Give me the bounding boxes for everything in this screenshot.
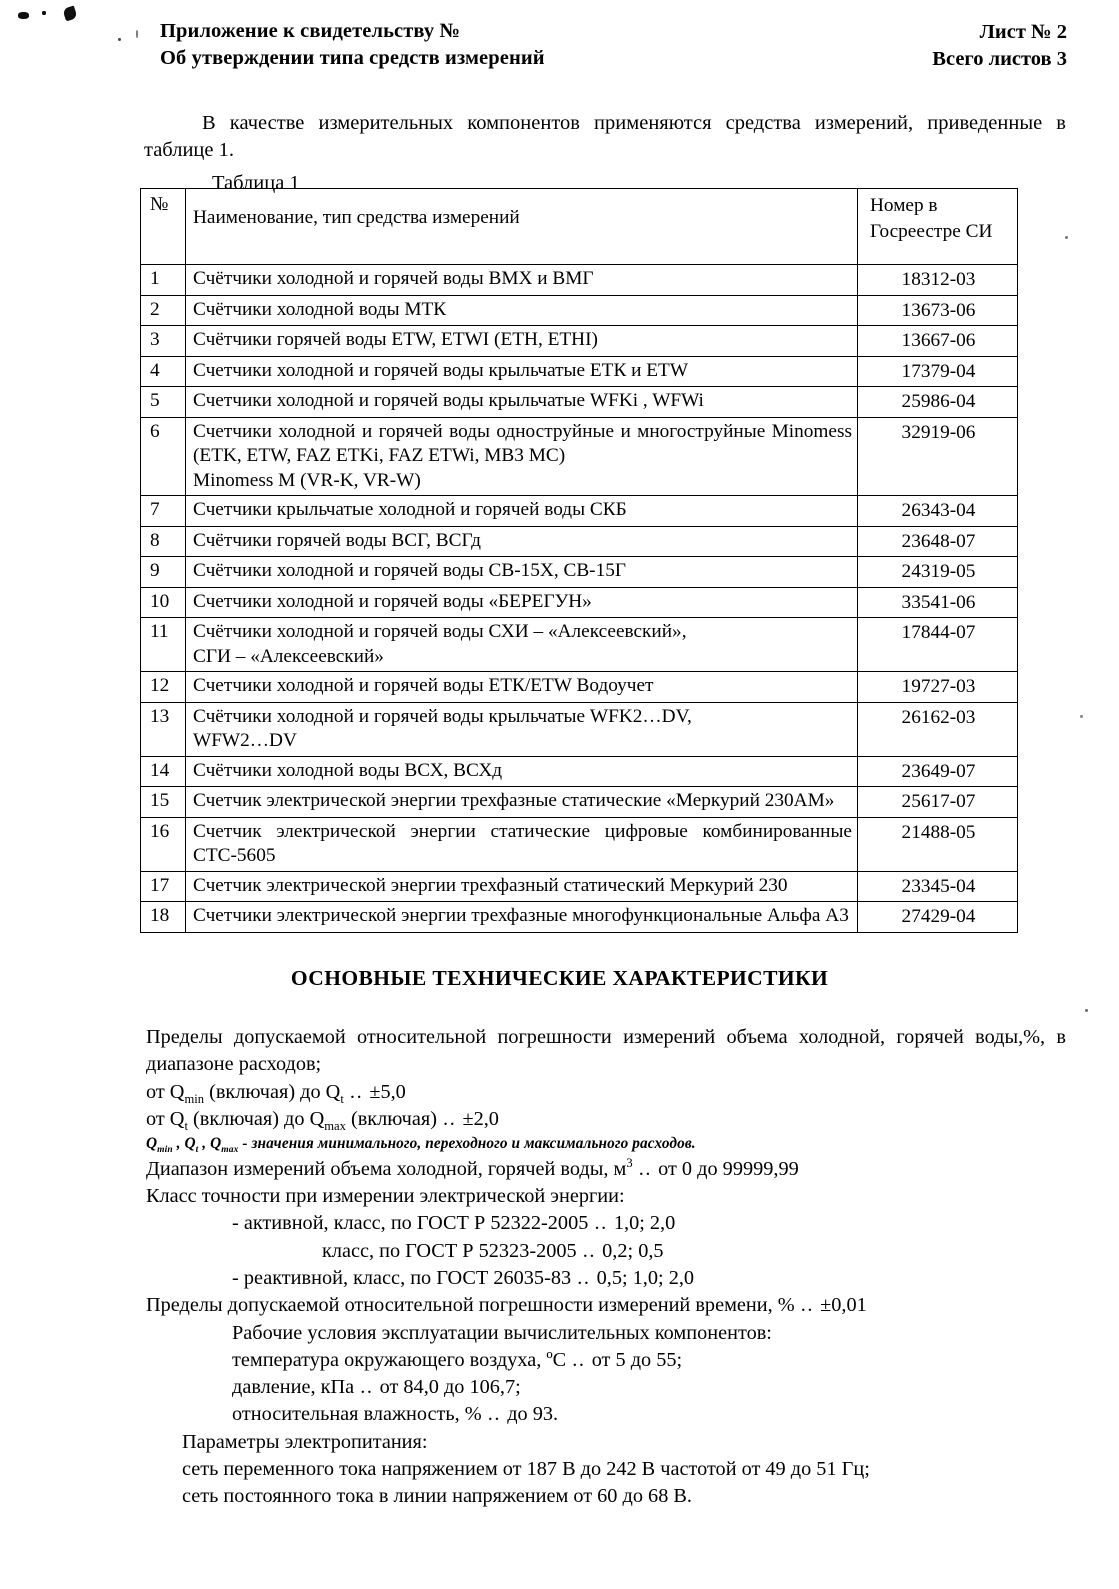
table-cell-name-line: Счётчики горячей воды ETW, ETWI (ETH, ETHI)	[193, 329, 598, 350]
specs-section-heading: ОСНОВНЫЕ ТЕХНИЧЕСКИЕ ХАРАКТЕРИСТИКИ	[290, 966, 829, 990]
header-left-block	[160, 18, 545, 72]
table-cell-registry-number: 23649-07	[858, 756, 1018, 787]
spec-power-title: Параметры электропитания:	[182, 1430, 428, 1453]
table-cell-name-line: Счетчик электрической энергии трехфазные статические «Меркурий 230АМ»	[193, 790, 835, 811]
table-row	[141, 618, 1018, 672]
dot-leader: ..	[349, 1080, 364, 1103]
table-cell-name-line: Счетчики крыльчатые холодной и горячей воды СКБ	[193, 499, 627, 520]
spec-temperature-value: от 5 до 55;	[591, 1348, 683, 1371]
spec-volume-label: Диапазон измерений объема холодной, горячей воды, $м^3$	[146, 1155, 633, 1180]
table-cell-name-line: Счётчики холодной воды МТК	[193, 298, 447, 320]
table-cell-number: 13	[141, 702, 186, 756]
table-cell-name	[186, 756, 858, 787]
spec-temperature-row	[146, 1347, 1066, 1374]
spec-humidity-row	[146, 1401, 1066, 1428]
column-header-number: №	[141, 189, 186, 265]
table-cell-number: 1	[141, 265, 186, 296]
table-cell-name	[186, 902, 858, 933]
table-row	[141, 871, 1018, 902]
spec-volume-range-row	[146, 1156, 1066, 1183]
spec-operating-conditions-title: Рабочие условия эксплуатации вычислительных компонентов:	[232, 1321, 772, 1344]
table-cell-number: 4	[141, 356, 186, 387]
spec-active-energy2-label: класс, по ГОСТ Р 52323-2005	[322, 1239, 577, 1262]
table-row	[141, 526, 1018, 557]
dot-leader: ..	[594, 1212, 608, 1235]
spec-time-error-row	[146, 1292, 1066, 1319]
table-cell-registry-number: 26343-04	[858, 496, 1018, 527]
table-body	[141, 265, 1018, 933]
table-cell-name	[186, 387, 858, 418]
spec-intro-text: Пределы допускаемой относительной погрешности измерений объема холодной, горячей воды,%, в диапазоне расходов;	[146, 1026, 1066, 1076]
table-cell-registry-number: 25617-07	[858, 787, 1018, 818]
table-cell-name	[186, 326, 858, 357]
table-cell-number: 12	[141, 672, 186, 703]
certificate-appendix-line: Приложение к свидетельству №	[160, 20, 461, 42]
table-row	[141, 326, 1018, 357]
spec-reactive-energy-label: - реактивной, класс, по ГОСТ 26035-83	[232, 1266, 572, 1289]
column-header-registry	[858, 189, 1018, 265]
table-cell-registry-number: 26162-03	[858, 702, 1018, 756]
scan-speck-icon	[1065, 236, 1068, 239]
spec-time-error-label: Пределы допускаемой относительной погрешности измерений времени, %	[146, 1294, 795, 1317]
table-cell-name-line: Счетчики холодной и горячей воды одноструйные и многоструйные Minomess (ETK, ETW, FAZ ETKi, FAZ ETWi, MB3 MC)	[193, 420, 852, 466]
specs-block	[146, 1024, 1066, 1511]
table-row	[141, 902, 1018, 933]
table-cell-number: 15	[141, 787, 186, 818]
scan-speck-icon	[1085, 1009, 1088, 1012]
certificate-subject-line: Об утверждении типа средств измерений	[160, 47, 545, 70]
table-cell-name-line: Счётчики холодной и горячей воды крыльчатые WFK2…DV,	[193, 705, 692, 727]
spec-pressure-value: от 84,0 до 106,7;	[379, 1376, 521, 1399]
total-sheets: Всего листов 3	[932, 48, 1067, 71]
spec-q-definition-note: $Q_{min}$ , $Q_t$ , $Q_{max}$ - значения минимального, переходного и максимального расходов.	[146, 1135, 696, 1156]
spec-pressure-row	[146, 1374, 1066, 1401]
table-cell-registry-number: 19727-03	[858, 672, 1018, 703]
table-cell-name	[186, 557, 858, 588]
table-cell-name-line: Счетчики холодной и горячей воды крыльчатые WFKi , WFWi	[193, 390, 704, 411]
table-row	[141, 557, 1018, 588]
spec-reactive-energy-row	[146, 1265, 1066, 1292]
spec-time-error-value: ±0,01	[820, 1294, 867, 1317]
dot-leader: ..	[443, 1107, 457, 1130]
registry-header-line2: Госреестре СИ	[870, 221, 993, 243]
table-cell-name	[186, 672, 858, 703]
spec-active-energy-row	[146, 1210, 1066, 1237]
table-cell-registry-number: 17844-07	[858, 618, 1018, 672]
spec-active-energy-label: - активной, класс, по ГОСТ Р 52322-2005	[232, 1212, 589, 1235]
header-right-block	[932, 19, 1067, 73]
table-row	[141, 265, 1018, 296]
spec-accuracy-class-title: Класс точности при измерении электрической энергии:	[146, 1185, 625, 1208]
registry-header-line1: Номер в	[870, 195, 938, 216]
table-cell-name-line: WFW2…DV	[193, 730, 297, 751]
table-cell-number: 8	[141, 526, 186, 557]
spec-temperature-label: температура окружающего воздуха, ºС	[232, 1348, 567, 1371]
table-cell-name	[186, 702, 858, 756]
table-cell-name	[186, 587, 858, 618]
table-cell-number: 10	[141, 587, 186, 618]
spec-q-min-label: от $Q_{min}$ (включая) до $Q_t$	[146, 1080, 344, 1106]
table-cell-name-line: Счетчики холодной и горячей воды ЕТК/ETW Водоучет	[193, 675, 654, 696]
table-cell-name-line: Счётчики холодной и горячей воды ВМХ и ВМГ	[193, 268, 594, 289]
scan-speck-icon	[42, 11, 46, 15]
spec-volume-value: от 0 до 99999,99	[658, 1157, 799, 1180]
table-row	[141, 817, 1018, 871]
dot-leader: ..	[582, 1239, 597, 1262]
spec-humidity-label: относительная влажность, %	[232, 1403, 482, 1426]
table-cell-number: 6	[141, 417, 186, 496]
table-cell-name-line: Счетчики холодной и горячей воды «БЕРЕГУН»	[193, 590, 592, 612]
table-cell-name	[186, 356, 858, 387]
table-cell-number: 3	[141, 326, 186, 357]
table-cell-registry-number: 21488-05	[858, 817, 1018, 871]
intro-text: В качестве измерительных компонентов применяются средства измерений, приведенные в таблице 1.	[144, 112, 1066, 162]
table-cell-registry-number: 13667-06	[858, 326, 1018, 357]
table-cell-name-line: Счётчики горячей воды ВСГ, ВСГд	[193, 529, 481, 551]
table-cell-number: 16	[141, 817, 186, 871]
table-cell-name-line: Счётчики холодной воды ВСХ, ВСХд	[193, 759, 503, 781]
table-cell-name-line: Счетчики холодной и горячей воды крыльчатые ЕТК и ETW	[193, 359, 689, 381]
dot-leader: ..	[800, 1294, 815, 1317]
table-cell-registry-number: 27429-04	[858, 902, 1018, 933]
dot-leader: ..	[577, 1266, 591, 1289]
dot-leader: ..	[487, 1403, 502, 1426]
table-cell-registry-number: 33541-06	[858, 587, 1018, 618]
table-row	[141, 587, 1018, 618]
table-cell-registry-number: 32919-06	[858, 417, 1018, 496]
table-cell-registry-number: 23648-07	[858, 526, 1018, 557]
table-cell-name	[186, 817, 858, 871]
document-header	[0, 18, 1119, 73]
spec-pressure-label: давление, кПа	[232, 1376, 355, 1399]
table-cell-registry-number: 13673-06	[858, 295, 1018, 326]
table-cell-registry-number: 25986-04	[858, 387, 1018, 418]
table-cell-number: 14	[141, 756, 186, 787]
sheet-number: Лист № 2	[979, 21, 1067, 43]
dot-leader: ..	[360, 1376, 374, 1399]
table-row	[141, 672, 1018, 703]
spec-qt-value: ±2,0	[462, 1107, 499, 1130]
table-cell-name-line: СГИ – «Алексеевский»	[193, 645, 384, 667]
table-cell-number: 18	[141, 902, 186, 933]
spec-reactive-energy-value: 0,5; 1,0; 2,0	[596, 1266, 695, 1289]
table-cell-registry-number: 17379-04	[858, 356, 1018, 387]
table-cell-number: 9	[141, 557, 186, 588]
column-header-name: Наименование, тип средства измерений	[186, 189, 858, 265]
table-row	[141, 356, 1018, 387]
table-cell-name	[186, 526, 858, 557]
table-row	[141, 295, 1018, 326]
spec-q-min-value: ±5,0	[369, 1080, 406, 1103]
spec-active-energy2-value: 0,2; 0,5	[602, 1239, 664, 1262]
table-row	[141, 756, 1018, 787]
table-row	[141, 787, 1018, 818]
table-cell-name	[186, 265, 858, 296]
table-cell-name-line: Minomess M (VR-K, VR-W)	[193, 469, 421, 491]
table-cell-name	[186, 417, 858, 496]
table-cell-name-line: Счётчики холодной и горячей воды СХИ – «Алексеевский»,	[193, 621, 687, 642]
table-cell-registry-number: 24319-05	[858, 557, 1018, 588]
spec-active-energy2-row	[146, 1238, 1066, 1265]
table-row	[141, 496, 1018, 527]
table-cell-number: 17	[141, 871, 186, 902]
table-cell-name	[186, 496, 858, 527]
table-cell-name	[186, 871, 858, 902]
table-row	[141, 387, 1018, 418]
spec-active-energy-value: 1,0; 2,0	[613, 1212, 676, 1235]
dot-leader: ..	[638, 1157, 653, 1180]
spec-humidity-value: до 93.	[507, 1403, 559, 1426]
table-caption: Таблица 1	[212, 171, 300, 194]
table-row	[141, 702, 1018, 756]
table-cell-name-line: Счетчик электрической энергии статические цифровые комбинированные СТС-5605	[193, 820, 852, 866]
spec-qt-label: от $Q_t$ (включая) до $Q_{max}$ (включая)	[146, 1107, 437, 1133]
table-cell-name-line: Счетчики электрической энергии трехфазные многофункциональные Альфа А3	[193, 905, 849, 926]
table-cell-registry-number: 18312-03	[858, 265, 1018, 296]
intro-paragraph	[144, 110, 1066, 197]
table-row	[141, 417, 1018, 496]
spec-power-dc: сеть постоянного тока в линии напряжением от 60 до 68 В.	[182, 1485, 693, 1508]
table-cell-registry-number: 23345-04	[858, 871, 1018, 902]
table-cell-name-line: Счётчики холодной и горячей воды СВ-15Х, СВ-15Г	[193, 560, 627, 581]
dot-leader: ..	[572, 1348, 586, 1371]
table-cell-name-line: Счетчик электрической энергии трехфазный статический Меркурий 230	[193, 874, 788, 896]
spec-qt-to-qmax-row	[146, 1106, 1066, 1133]
table-cell-name	[186, 618, 858, 672]
scan-speck-icon	[1080, 715, 1083, 718]
table-header-row	[141, 189, 1018, 265]
table-cell-number: 11	[141, 618, 186, 672]
table-cell-number: 2	[141, 295, 186, 326]
measuring-instruments-table	[140, 188, 1018, 933]
table-cell-number: 7	[141, 496, 186, 527]
spec-power-ac: сеть переменного тока напряжением от 187 В до 242 В частотой от 49 до 51 Гц;	[182, 1458, 870, 1481]
table-cell-name	[186, 787, 858, 818]
table-cell-number: 5	[141, 387, 186, 418]
table-cell-name	[186, 295, 858, 326]
spec-q-min-to-qt-row	[146, 1079, 1066, 1106]
